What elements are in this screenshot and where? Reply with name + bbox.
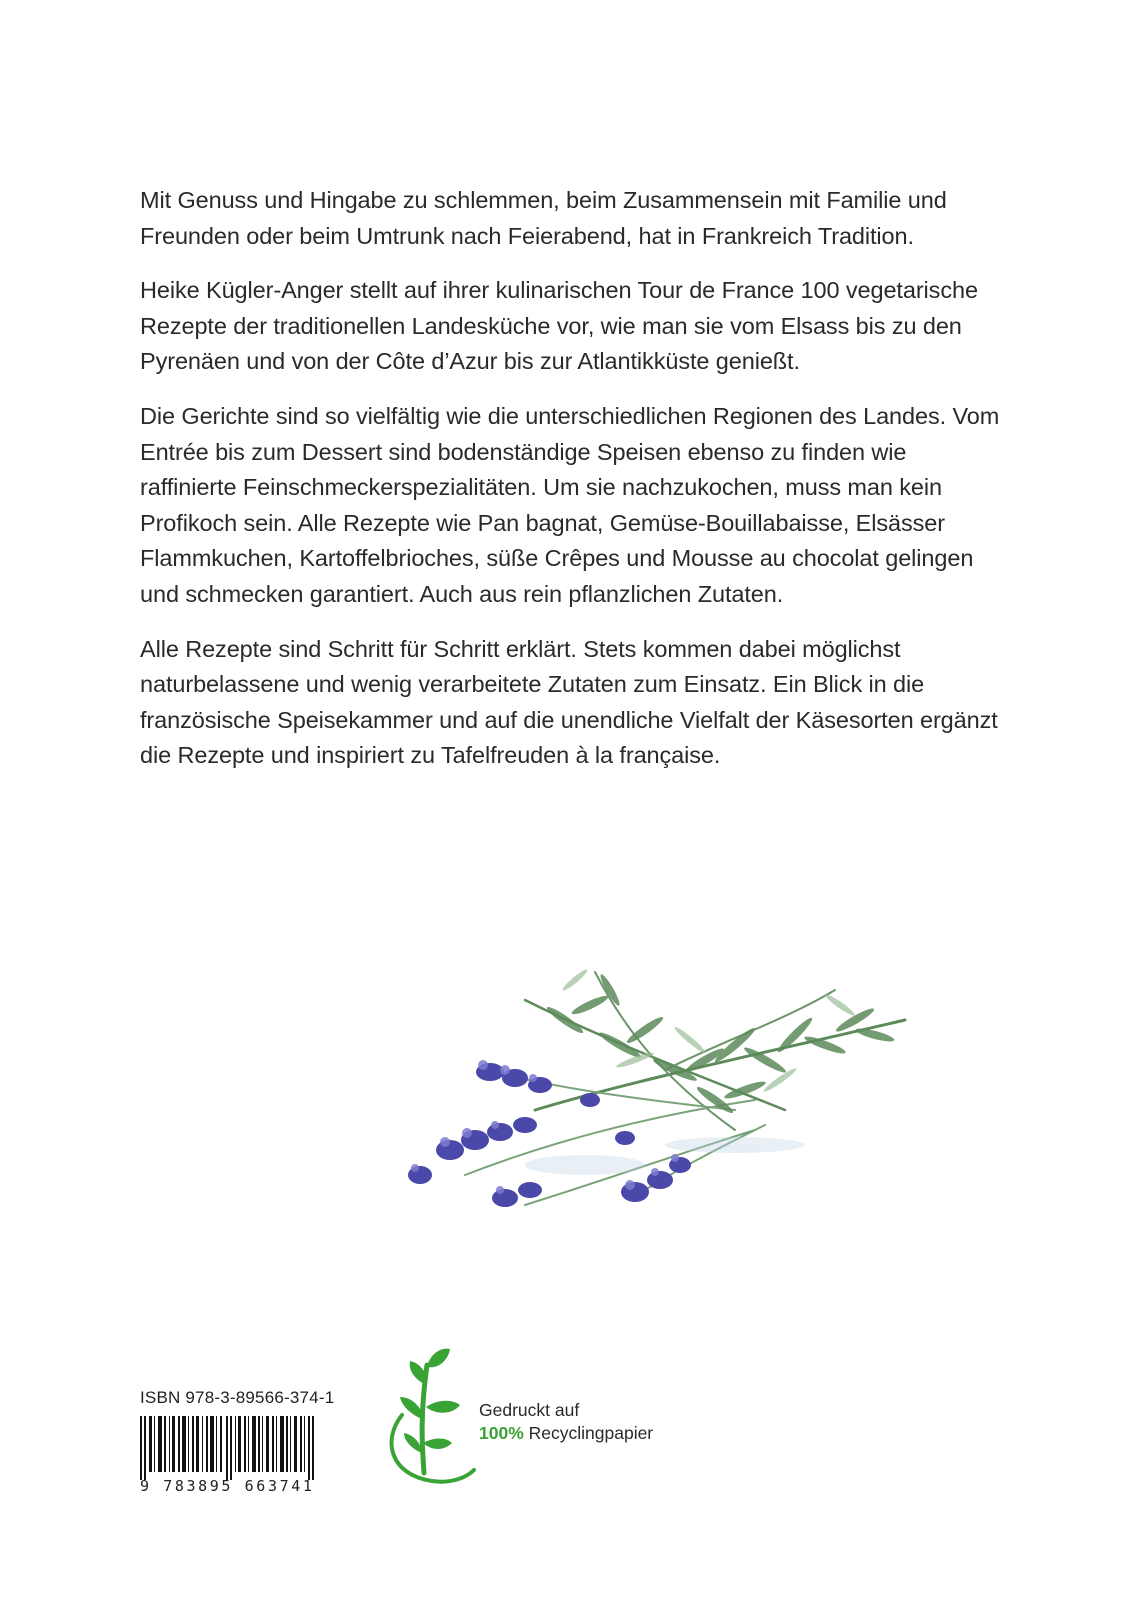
blurb-paragraph-2: Heike Kügler-Anger stellt auf ihrer kulinarischen Tour de France 100 vegetarische Rezepte der traditionellen Landesküche vor, wie man sie vom Elsass bis zu den Pyrenäen und von der Côte d’Azur bis zur Atlantikküste genießt.: [140, 277, 978, 375]
blurb-text: [140, 183, 1000, 793]
recycling-paper-badge: [372, 1345, 692, 1485]
blurb-paragraph-1: Mit Genuss und Hingabe zu schlemmen, beim Zusammensein mit Familie und Freunden oder beim Umtrunk nach Feierabend, hat in Frankreich Tradition.: [140, 187, 947, 249]
eco-line-2-rest: Recyclingpapier: [523, 1423, 654, 1443]
eco-percent: 100%: [479, 1423, 524, 1443]
barcode-digits: 9 783895 663741: [140, 1477, 315, 1495]
blurb-paragraph-3: Die Gerichte sind so vielfältig wie die unterschiedlichen Regionen des Landes. Vom Entrée bis zum Dessert sind bodenständige Speisen ebenso zu finden wie raffinierte Feinschmeckerspezialitäten. Um sie nachzukochen, muss man kein Profikoch sein. Alle Rezepte wie Pan bagnat, Gemüse-Bouillabaisse, Elsässer Flammkuchen, Kartoffelbrioches, süße Crêpes und Mousse au chocolat gelingen und schmecken garantiert. Auch aus rein pflanzlichen Zutaten.: [140, 402, 1000, 607]
blurb-paragraph-4: Alle Rezepte sind Schritt für Schritt erklärt. Stets kommen dabei möglichst naturbelassene und wenig verarbeitete Zutaten zum Einsatz. Ein Blick in die französische Speisekammer und auf die unendliche Vielfalt der Käsesorten ergänzt die Rezepte und inspiriert zu Tafelfreuden à la française.: [140, 635, 998, 769]
isbn-block: [140, 1388, 340, 1495]
lavender-rosemary-illustration: [405, 960, 925, 1230]
herb-drawing: [405, 960, 925, 1230]
eco-line-1: Gedruckt auf: [479, 1400, 580, 1420]
sprout-icon: [372, 1345, 477, 1485]
barcode-icon: [140, 1416, 330, 1480]
eco-line-2: [479, 1423, 653, 1444]
isbn-label: ISBN 978-3-89566-374-1: [140, 1388, 335, 1407]
